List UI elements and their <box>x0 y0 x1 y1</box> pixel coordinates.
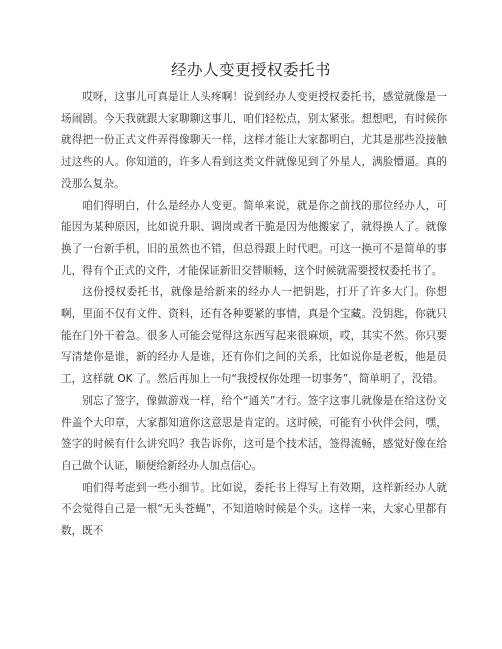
paragraph-4: 别忘了签字，像做游戏一样，给个“通关”才行。签字这事儿就像是在给这份文件盖个大印章，大家都知道你这意思是肯定的。这时候，可能有小伙伴会问，嘿，签字的时候有什么讲究吗？我告诉你，这可是个技术活，签得流畅，感觉好像在给自己做个认证，顺便给新经办人加点信心。 <box>61 394 447 472</box>
paragraph-1: 哎呀，这事儿可真是让人头疼啊！说到经办人变更授权委托书，感觉就像是一场闹剧。今天我就跟大家聊聊这事儿，咱们轻松点，别太紧张。想想吧，有时候你就得把一份正式文件弄得像聊天一样，这样才能让大家都明白，尤其是那些没接触过这些的人。你知道的，许多人看到这类文件就像见到了外星人，满脸懵逼。真的没那么复杂。 <box>61 91 447 190</box>
paragraph-5: 咱们得考虑到一些小细节。比如说，委托书上得写上有效期，这样新经办人就不会觉得自己是一根“无头苍蝇”，不知道啥时候是个头。这样一来，大家心里都有数，既不 <box>61 481 447 538</box>
document-body <box>61 87 447 543</box>
paragraph-3: 这份授权委托书，就像是给新来的经办人一把钥匙，打开了许多大门。你想啊，里面不仅有文件、资料，还有各种要紧的事情，真是个宝藏。没钥匙，你就只能在门外干着急。很多人可能会觉得这东西写起来很麻烦，哎，其实不然。你只要写清楚你是谁，新的经办人是谁，还有你们之间的关系，比如说你是老板，他是员工，这样就 OK 了。然后再加上一句“我授权你处理一切事务”，简单明了，没错。 <box>61 286 447 386</box>
paragraph-2: 咱们得明白，什么是经办人变更。简单来说，就是你之前找的那位经办人，可能因为某种原因，比如说升职、调岗或者干脆是因为他搬家了，就得换人了。就像换了一台新手机，旧的虽然也不错，但总得跟上时代吧。可这一换可不是简单的事儿，得有个正式的文件，才能保证新旧交替顺畅，这个时候就需要授权委托书了。 <box>61 199 447 277</box>
document-title: 经办人变更授权委托书 <box>170 61 331 79</box>
